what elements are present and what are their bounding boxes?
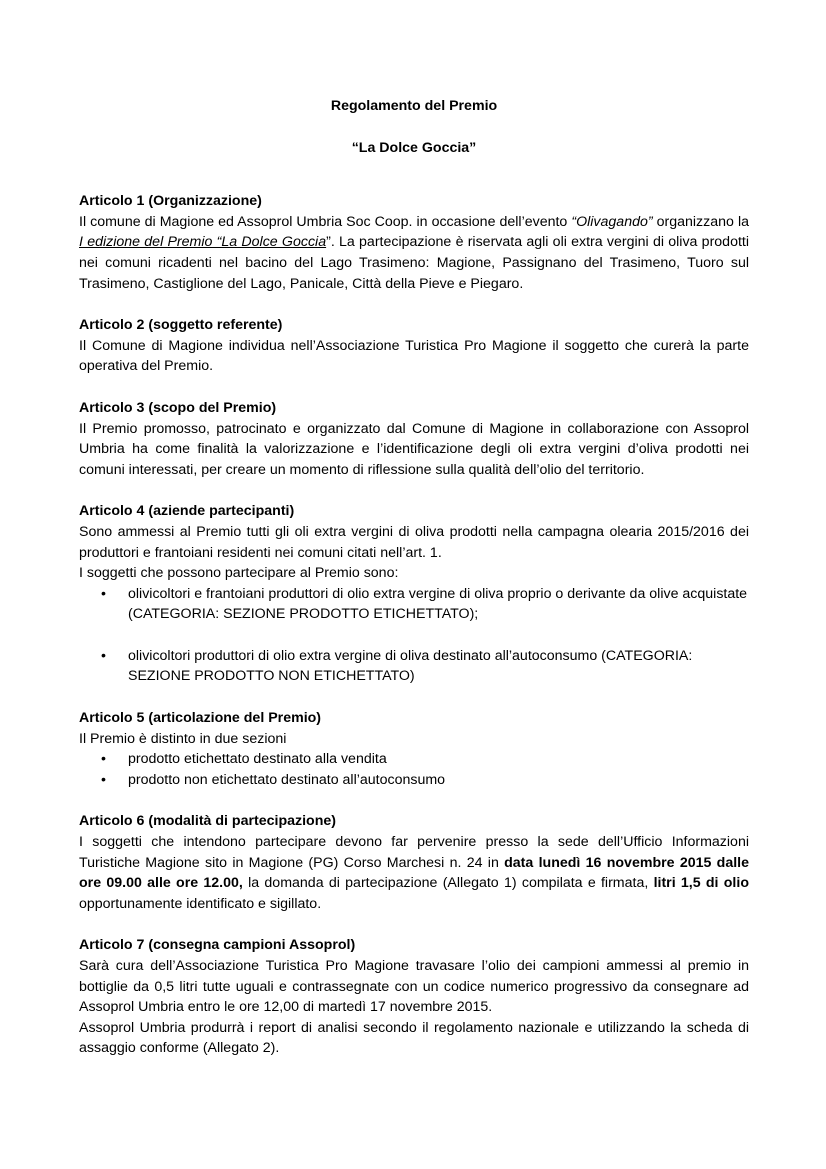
article-7-heading: Articolo 7 (consegna campioni Assoprol) bbox=[79, 937, 356, 954]
article-1-heading: Articolo 1 (Organizzazione) bbox=[79, 193, 262, 210]
document-page bbox=[79, 96, 749, 1080]
article-1-text-part: ”. La partecipazione è riservata agli oli extra vergini di oliva prodotti nei comuni ricadenti nel bacino del Lago Trasimeno: Magione, Passignano del Trasimeno, Tuoro sul Trasimeno, Castiglione del Lago, Panicale, Città della Pieve e Piegaro. bbox=[79, 234, 749, 292]
olivagando-event-name: “Olivagando” bbox=[571, 213, 653, 230]
bullet-icon: • bbox=[101, 751, 106, 768]
article-1 bbox=[79, 191, 749, 294]
list-item bbox=[101, 584, 749, 625]
oil-quantity: litri 1,5 di olio bbox=[653, 875, 749, 892]
article-6-text-part: la domanda di partecipazione (Allegato 1) compilata e firmata, bbox=[242, 875, 654, 892]
list-item bbox=[101, 770, 749, 791]
list-item-text: olivicoltori e frantoiani produttori di olio extra vergine di oliva proprio o derivante da olive acquistate (CATEGORIA: SEZIONE PRODOTTO ETICHETTATO); bbox=[128, 585, 748, 623]
article-7-text: Assoprol Umbria produrrà i report di analisi secondo il regolamento nazionale e utilizzando la scheda di assaggio conforme (Allegato 2). bbox=[79, 1019, 749, 1057]
list-item-text: olivicoltori produttori di olio extra vergine di oliva destinato all’autoconsumo (CATEGORIA: SEZIONE PRODOTTO NON ETICHETTATO) bbox=[128, 647, 693, 685]
article-6-text bbox=[79, 832, 749, 914]
article-4-text: Sono ammessi al Premio tutti gli oli extra vergini di oliva prodotti nella campagna olearia 2015/2016 dei produttori e frantoiani residenti nei comuni citati nell’art. 1. bbox=[79, 523, 749, 561]
list-item-text: prodotto non etichettato destinato all’autoconsumo bbox=[128, 771, 446, 788]
article-5-text: Il Premio è distinto in due sezioni bbox=[79, 730, 287, 747]
article-5-heading: Articolo 5 (articolazione del Premio) bbox=[79, 710, 322, 727]
article-1-text bbox=[79, 212, 749, 294]
article-4 bbox=[79, 501, 749, 687]
article-4-heading: Articolo 4 (aziende partecipanti) bbox=[79, 503, 295, 520]
list-item bbox=[101, 646, 749, 687]
article-6-text-part: I soggetti che intendono partecipare devono far pervenire presso la sede dell’Ufficio Informazioni Turistiche Magione sito in Magione (PG) Corso Marchesi n. 24 in bbox=[79, 834, 749, 871]
delivery-date: data lunedì 16 novembre 2015 dalle ore 09.00 alle ore 12.00, bbox=[79, 854, 749, 892]
article-6 bbox=[79, 811, 749, 914]
article-2-text: Il Comune di Magione individua nell’Associazione Turistica Pro Magione il soggetto che curerà la parte operativa del Premio. bbox=[79, 337, 749, 375]
list-item-text: prodotto etichettato destinato alla vendita bbox=[128, 751, 387, 768]
article-3-text: Il Premio promosso, patrocinato e organizzato dal Comune di Magione in collaborazione con Assoprol Umbria ha come finalità la valorizzazione e l’identificazione degli oli extra vergini d’oliva prodotti nei comuni interessati, per creare un momento di riflessione sulla qualità dell’olio del territorio. bbox=[79, 420, 749, 478]
document-title: Regolamento del Premio bbox=[330, 98, 498, 114]
article-7 bbox=[79, 935, 749, 1059]
bullet-icon: • bbox=[101, 771, 106, 788]
document-subtitle: “La Dolce Goccia” bbox=[351, 139, 477, 156]
article-5-list bbox=[101, 749, 749, 790]
list-item bbox=[101, 749, 749, 770]
article-5 bbox=[79, 708, 749, 790]
article-6-text-part: opportunamente identificato e sigillato. bbox=[79, 895, 322, 912]
article-4-list bbox=[101, 584, 749, 687]
bullet-icon: • bbox=[101, 585, 106, 602]
article-6-heading: Articolo 6 (modalità di partecipazione) bbox=[79, 813, 336, 830]
article-1-text-part: organizzano la bbox=[652, 213, 749, 230]
bullet-icon: • bbox=[101, 647, 106, 664]
article-1-text-part: Il comune di Magione ed Assoprol Umbria Soc Coop. in occasione dell’evento bbox=[79, 213, 572, 230]
article-2 bbox=[79, 315, 749, 377]
article-7-text: Sarà cura dell’Associazione Turistica Pro Magione travasare l’olio dei campioni ammessi al premio in bottiglie da 0,5 litri tutte uguali e contrassegnate con un codice numerico progressivo da consegnare ad Assoprol Umbria entro le ore 12,00 di martedì 17 novembre 2015. bbox=[79, 958, 749, 1016]
article-2-heading: Articolo 2 (soggetto referente) bbox=[79, 317, 283, 334]
premio-edition-link: I edizione del Premio “La Dolce Goccia bbox=[79, 234, 327, 251]
article-3 bbox=[79, 398, 749, 480]
article-4-text: I soggetti che possono partecipare al Premio sono: bbox=[79, 565, 399, 582]
article-3-heading: Articolo 3 (scopo del Premio) bbox=[79, 399, 277, 416]
